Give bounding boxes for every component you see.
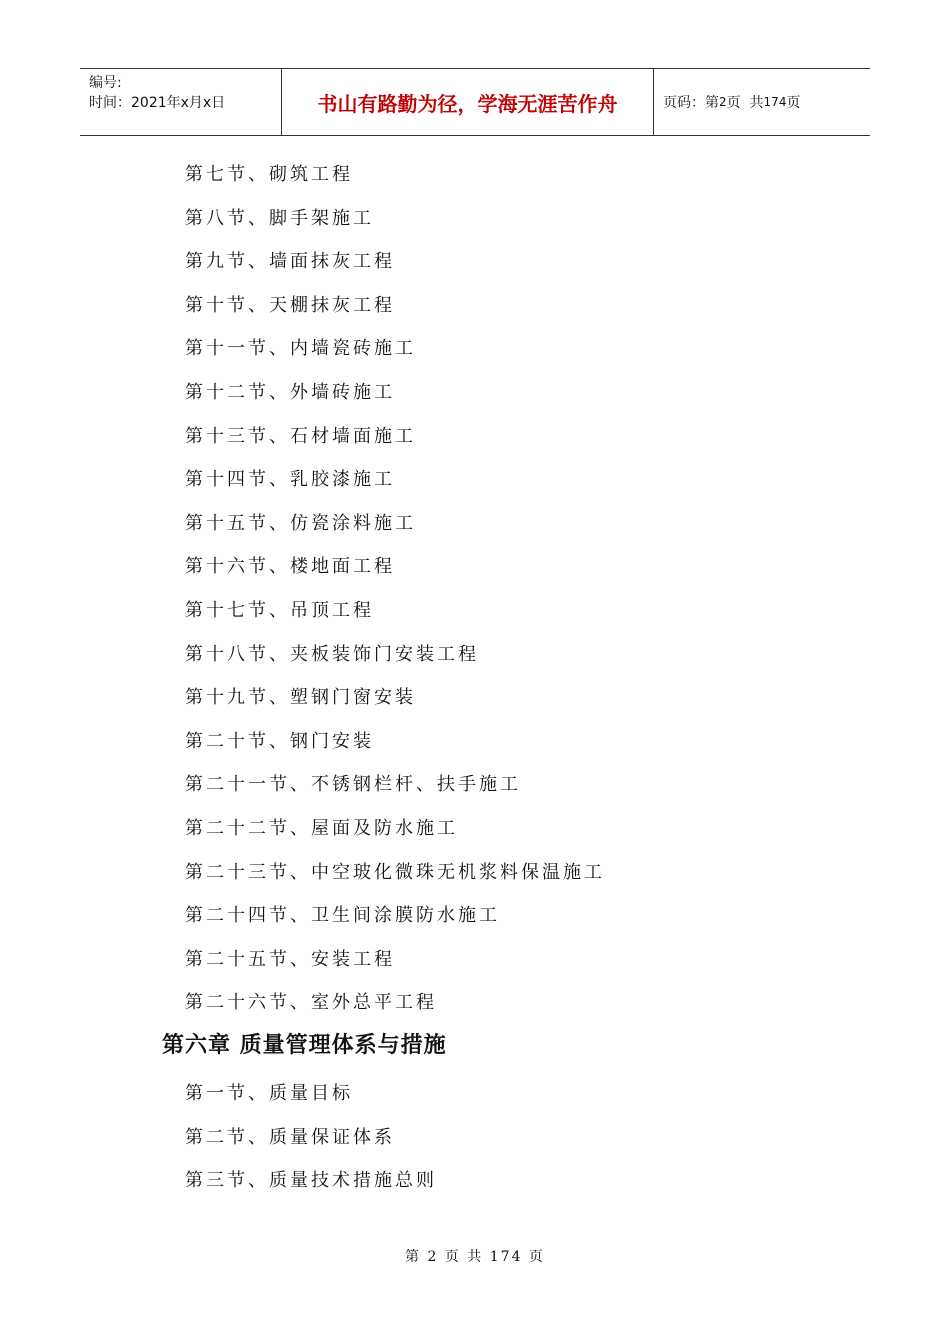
toc-section-item: 第二十节、钢门安装 xyxy=(185,730,374,752)
toc-section-item: 第十五节、仿瓷涂料施工 xyxy=(185,512,416,534)
page-suffix: 页 xyxy=(786,95,801,111)
page-current: 2 xyxy=(719,95,727,109)
toc-section-item: 第二十一节、不锈钢栏杆、扶手施工 xyxy=(185,774,521,796)
document-number-label: 编号: xyxy=(89,75,122,91)
page-footer: 第 2 页 共 174 页 xyxy=(405,1249,545,1265)
page-mid: 页 共 xyxy=(726,95,764,111)
toc-section-item: 第二十四节、卫生间涂膜防水施工 xyxy=(185,905,500,927)
page-total: 174 xyxy=(763,95,787,109)
toc-section-item: 第二十三节、中空玻化微珠无机浆料保温施工 xyxy=(185,861,605,883)
toc-section-item: 第十八节、夹板装饰门安装工程 xyxy=(185,643,479,665)
toc-section-item: 第十一节、内墙瓷砖施工 xyxy=(185,338,416,360)
toc-section-item: 第十九节、塑钢门窗安装 xyxy=(185,687,416,709)
header-page-info xyxy=(654,69,870,135)
toc-section-item: 第三节、质量技术措施总则 xyxy=(185,1170,437,1192)
toc-section-item: 第十四节、乳胶漆施工 xyxy=(185,469,395,491)
toc-section-item: 第二十六节、室外总平工程 xyxy=(185,992,437,1014)
header-motto: 书山有路勤为径，学海无涯苦作舟 xyxy=(282,69,654,135)
toc-section-item: 第二节、质量保证体系 xyxy=(185,1126,395,1148)
toc-section-item: 第一节、质量目标 xyxy=(185,1083,353,1104)
toc-section-item: 第七节、砌筑工程 xyxy=(185,164,353,185)
toc-section-item: 第十三节、石材墙面施工 xyxy=(185,425,416,447)
toc-section-item: 第八节、脚手架施工 xyxy=(185,207,374,229)
toc-section-item: 第十二节、外墙砖施工 xyxy=(185,382,395,403)
header-meta xyxy=(80,69,282,135)
toc-section-item: 第十七节、吊顶工程 xyxy=(185,600,374,621)
document-date-label: 时间：2021年x月x日 xyxy=(89,95,226,111)
toc-chapter-heading: 第六章 质量管理体系与措施 xyxy=(162,1032,447,1058)
toc-section-item: 第九节、墙面抹灰工程 xyxy=(185,251,395,273)
page-prefix: 页码：第 xyxy=(663,95,719,111)
toc-section-item: 第二十五节、安装工程 xyxy=(185,948,395,970)
toc-section-item: 第十六节、楼地面工程 xyxy=(185,556,395,578)
page-header xyxy=(80,68,870,136)
toc-section-item: 第十节、天棚抹灰工程 xyxy=(185,294,395,316)
toc-section-item: 第二十二节、屋面及防水施工 xyxy=(185,818,458,839)
